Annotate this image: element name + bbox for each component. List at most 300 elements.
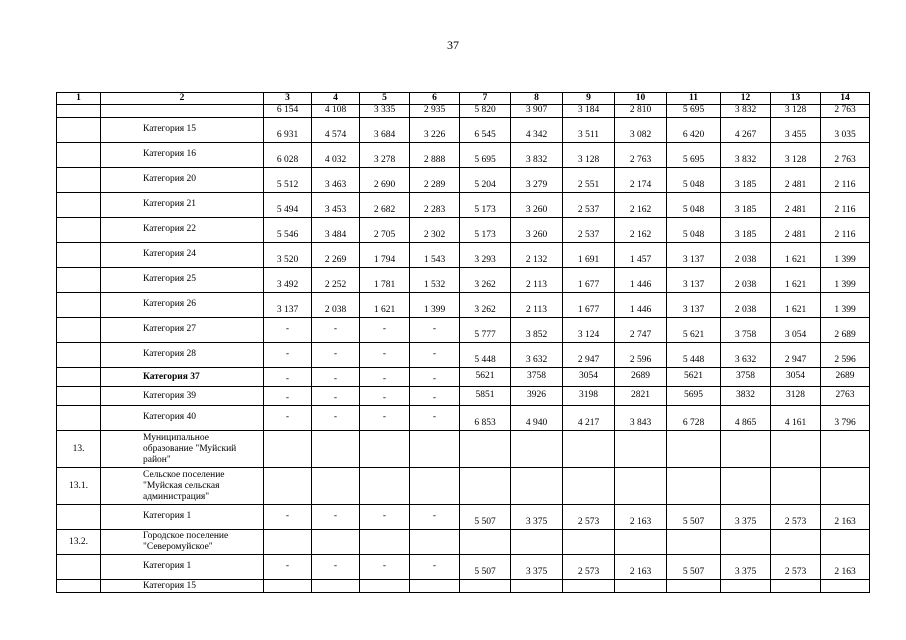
value-cell: 3 632	[721, 343, 771, 368]
value-cell: 5 173	[460, 218, 511, 243]
row-index	[57, 243, 101, 268]
value-cell: 5695	[667, 387, 721, 406]
value-cell: 5 448	[460, 343, 511, 368]
value-cell: 3758	[721, 368, 771, 387]
row-name	[101, 105, 264, 118]
row-index	[57, 343, 101, 368]
value-cell: 2 269	[312, 243, 360, 268]
value-cell: -	[312, 318, 360, 343]
value-cell: 5 507	[460, 505, 511, 530]
value-cell: 3 907	[511, 105, 563, 118]
row-name: Категория 16	[101, 143, 264, 168]
table-row	[57, 406, 870, 431]
value-cell	[563, 431, 615, 468]
row-index	[57, 193, 101, 218]
row-name: Категория 15	[101, 118, 264, 143]
value-cell: 2 113	[511, 268, 563, 293]
value-cell: 3 632	[511, 343, 563, 368]
table-row	[57, 268, 870, 293]
value-cell: 3 511	[563, 118, 615, 143]
value-cell: 3 463	[312, 168, 360, 193]
value-cell	[821, 580, 870, 593]
row-name: Категория 15	[101, 580, 264, 593]
value-cell: 3 128	[771, 105, 821, 118]
column-header: 4	[312, 93, 360, 105]
column-header: 14	[821, 93, 870, 105]
value-cell: 2 481	[771, 218, 821, 243]
value-cell: 1 677	[563, 268, 615, 293]
value-cell: 3 262	[460, 293, 511, 318]
value-cell	[264, 530, 312, 555]
row-name: Категория 26	[101, 293, 264, 318]
value-cell: -	[410, 406, 460, 431]
value-cell: 6 931	[264, 118, 312, 143]
row-index	[57, 168, 101, 193]
value-cell	[721, 431, 771, 468]
table-row	[57, 431, 870, 468]
value-cell: 3 226	[410, 118, 460, 143]
value-cell: 2 537	[563, 218, 615, 243]
value-cell: 5 173	[460, 193, 511, 218]
column-header: 8	[511, 93, 563, 105]
value-cell: -	[410, 505, 460, 530]
value-cell: 2 252	[312, 268, 360, 293]
value-cell: 3 279	[511, 168, 563, 193]
value-cell	[771, 530, 821, 555]
value-cell	[410, 468, 460, 505]
value-cell	[511, 468, 563, 505]
row-name: Категория 27	[101, 318, 264, 343]
value-cell	[312, 530, 360, 555]
value-cell: 3198	[563, 387, 615, 406]
value-cell: 3 137	[264, 293, 312, 318]
value-cell: 5 621	[667, 318, 721, 343]
value-cell: 2 302	[410, 218, 460, 243]
value-cell: 1 621	[771, 243, 821, 268]
value-cell: 2 481	[771, 193, 821, 218]
value-cell: 3 262	[460, 268, 511, 293]
value-cell: 2 163	[615, 555, 667, 580]
row-index	[57, 143, 101, 168]
value-cell: 5 546	[264, 218, 312, 243]
value-cell: 1 621	[771, 293, 821, 318]
row-index: 13.	[57, 431, 101, 468]
value-cell: -	[360, 343, 410, 368]
value-cell: 3 455	[771, 118, 821, 143]
value-cell: 3 684	[360, 118, 410, 143]
value-cell: 2 163	[821, 505, 870, 530]
value-cell: 1 399	[410, 293, 460, 318]
value-cell: 1 446	[615, 268, 667, 293]
value-cell: 3 128	[771, 143, 821, 168]
value-cell: 2 289	[410, 168, 460, 193]
row-index	[57, 406, 101, 431]
value-cell: -	[264, 343, 312, 368]
value-cell: 5 048	[667, 193, 721, 218]
value-cell: 1 399	[821, 243, 870, 268]
value-cell	[563, 530, 615, 555]
value-cell: 2 689	[821, 318, 870, 343]
value-cell: 2 705	[360, 218, 410, 243]
value-cell: 2689	[615, 368, 667, 387]
value-cell: -	[410, 555, 460, 580]
column-header: 10	[615, 93, 667, 105]
table-row	[57, 368, 870, 387]
column-header: 2	[101, 93, 264, 105]
value-cell: 5 507	[667, 505, 721, 530]
value-cell: -	[410, 318, 460, 343]
table-row	[57, 387, 870, 406]
value-cell	[264, 431, 312, 468]
value-cell: 3 520	[264, 243, 312, 268]
value-cell: 2 116	[821, 168, 870, 193]
value-cell: 2 283	[410, 193, 460, 218]
value-cell: 3 832	[511, 143, 563, 168]
value-cell: -	[312, 343, 360, 368]
value-cell	[667, 468, 721, 505]
value-cell	[410, 530, 460, 555]
value-cell: 4 574	[312, 118, 360, 143]
value-cell	[460, 468, 511, 505]
row-name: Категория 1	[101, 555, 264, 580]
value-cell	[771, 431, 821, 468]
value-cell: 2 763	[615, 143, 667, 168]
row-name: Категория 21	[101, 193, 264, 218]
value-cell: 2 573	[563, 555, 615, 580]
value-cell	[615, 468, 667, 505]
value-cell: 5 048	[667, 168, 721, 193]
value-cell: 3 843	[615, 406, 667, 431]
value-cell: 2 551	[563, 168, 615, 193]
row-name: Категория 25	[101, 268, 264, 293]
value-cell: 3 184	[563, 105, 615, 118]
value-cell: 6 853	[460, 406, 511, 431]
value-cell	[721, 468, 771, 505]
value-cell: 3054	[771, 368, 821, 387]
value-cell: 3 124	[563, 318, 615, 343]
value-cell: 5621	[667, 368, 721, 387]
value-cell: 3 035	[821, 118, 870, 143]
value-cell: -	[360, 555, 410, 580]
value-cell: 5 507	[667, 555, 721, 580]
value-cell: 2 162	[615, 218, 667, 243]
value-cell	[667, 580, 721, 593]
value-cell: 5 204	[460, 168, 511, 193]
table-row	[57, 318, 870, 343]
value-cell	[264, 580, 312, 593]
column-header: 3	[264, 93, 312, 105]
value-cell	[410, 580, 460, 593]
value-cell: 3 185	[721, 168, 771, 193]
value-cell: 2 163	[615, 505, 667, 530]
value-cell: 3 185	[721, 193, 771, 218]
value-cell: 2763	[821, 387, 870, 406]
value-cell: 3926	[511, 387, 563, 406]
value-cell: 5 507	[460, 555, 511, 580]
value-cell: 3 185	[721, 218, 771, 243]
value-cell: 5 494	[264, 193, 312, 218]
value-cell: -	[264, 505, 312, 530]
value-cell: 2 116	[821, 193, 870, 218]
value-cell: 1 691	[563, 243, 615, 268]
value-cell: 2 132	[511, 243, 563, 268]
value-cell: 1 794	[360, 243, 410, 268]
value-cell: 4 865	[721, 406, 771, 431]
value-cell: 2 113	[511, 293, 563, 318]
row-name: Сельское поселение "Муйская сельская администрация"	[101, 468, 264, 505]
table-row	[57, 143, 870, 168]
value-cell: 2 174	[615, 168, 667, 193]
value-cell: 6 545	[460, 118, 511, 143]
value-cell	[721, 530, 771, 555]
row-name: Категория 37	[101, 368, 264, 387]
value-cell: 6 154	[264, 105, 312, 118]
row-index: 13.1.	[57, 468, 101, 505]
value-cell	[360, 580, 410, 593]
value-cell: 1 532	[410, 268, 460, 293]
value-cell: -	[410, 343, 460, 368]
value-cell: -	[410, 387, 460, 406]
value-cell: 1 543	[410, 243, 460, 268]
value-cell: -	[264, 368, 312, 387]
value-cell: -	[410, 368, 460, 387]
value-cell	[615, 431, 667, 468]
table-row	[57, 580, 870, 593]
row-index	[57, 105, 101, 118]
value-cell: 1 781	[360, 268, 410, 293]
row-index	[57, 555, 101, 580]
column-header: 5	[360, 93, 410, 105]
value-cell: 5 695	[460, 143, 511, 168]
value-cell	[821, 468, 870, 505]
row-name: Категория 22	[101, 218, 264, 243]
row-index	[57, 268, 101, 293]
value-cell: 3 796	[821, 406, 870, 431]
value-cell	[511, 580, 563, 593]
value-cell: -	[360, 505, 410, 530]
value-cell: 3128	[771, 387, 821, 406]
value-cell: 3 054	[771, 318, 821, 343]
value-cell: 3 260	[511, 193, 563, 218]
value-cell: 1 621	[771, 268, 821, 293]
row-index	[57, 118, 101, 143]
value-cell	[460, 530, 511, 555]
row-index	[57, 580, 101, 593]
value-cell: 3 137	[667, 293, 721, 318]
value-cell: 5 448	[667, 343, 721, 368]
row-index	[57, 218, 101, 243]
value-cell: 3 832	[721, 105, 771, 118]
table-row	[57, 293, 870, 318]
value-cell: -	[264, 318, 312, 343]
table-row	[57, 555, 870, 580]
value-cell: 2 596	[615, 343, 667, 368]
value-cell: 4 108	[312, 105, 360, 118]
value-cell: 2 763	[821, 105, 870, 118]
row-name: Категория 28	[101, 343, 264, 368]
value-cell: 2 573	[771, 505, 821, 530]
value-cell: -	[312, 406, 360, 431]
value-cell: 5 695	[667, 105, 721, 118]
value-cell: 2 573	[771, 555, 821, 580]
value-cell: 2 763	[821, 143, 870, 168]
value-cell	[460, 580, 511, 593]
value-cell: 2 888	[410, 143, 460, 168]
value-cell	[410, 431, 460, 468]
row-name: Категория 40	[101, 406, 264, 431]
value-cell: 2 116	[821, 218, 870, 243]
value-cell: 5 695	[667, 143, 721, 168]
value-cell: 3 082	[615, 118, 667, 143]
value-cell: 4 161	[771, 406, 821, 431]
row-name: Муниципальное образование "Муйский район"	[101, 431, 264, 468]
value-cell	[360, 530, 410, 555]
value-cell: -	[264, 555, 312, 580]
value-cell: 5621	[460, 368, 511, 387]
tariff-table	[56, 92, 870, 593]
value-cell: 2 690	[360, 168, 410, 193]
value-cell	[615, 580, 667, 593]
header-row	[57, 93, 870, 105]
value-cell: 5 048	[667, 218, 721, 243]
value-cell: 6 728	[667, 406, 721, 431]
value-cell: -	[264, 387, 312, 406]
value-cell: -	[360, 318, 410, 343]
value-cell: -	[312, 555, 360, 580]
value-cell: 2 947	[771, 343, 821, 368]
row-name: Категория 39	[101, 387, 264, 406]
value-cell	[563, 468, 615, 505]
row-index: 13.2.	[57, 530, 101, 555]
value-cell: 3 137	[667, 243, 721, 268]
value-cell: 5 820	[460, 105, 511, 118]
row-name: Категория 24	[101, 243, 264, 268]
row-name: Категория 20	[101, 168, 264, 193]
value-cell	[667, 530, 721, 555]
value-cell	[771, 468, 821, 505]
page-number: 37	[447, 38, 459, 52]
value-cell: 5 777	[460, 318, 511, 343]
value-cell: 4 032	[312, 143, 360, 168]
table-row	[57, 105, 870, 118]
column-header: 6	[410, 93, 460, 105]
value-cell: 3 492	[264, 268, 312, 293]
value-cell: -	[360, 406, 410, 431]
value-cell: 3832	[721, 387, 771, 406]
value-cell	[511, 530, 563, 555]
value-cell: 4 267	[721, 118, 771, 143]
value-cell	[360, 431, 410, 468]
value-cell: 2 481	[771, 168, 821, 193]
value-cell: 4 342	[511, 118, 563, 143]
value-cell: 2 947	[563, 343, 615, 368]
value-cell: 2821	[615, 387, 667, 406]
value-cell: -	[312, 368, 360, 387]
row-name: Категория 1	[101, 505, 264, 530]
table-row	[57, 530, 870, 555]
value-cell: 3 375	[511, 555, 563, 580]
column-header: 9	[563, 93, 615, 105]
value-cell: 2 038	[721, 293, 771, 318]
value-cell: 2 810	[615, 105, 667, 118]
table-row	[57, 505, 870, 530]
value-cell: 3 335	[360, 105, 410, 118]
value-cell: 2 537	[563, 193, 615, 218]
value-cell: 2 747	[615, 318, 667, 343]
value-cell: 1 399	[821, 293, 870, 318]
value-cell: 3 260	[511, 218, 563, 243]
value-cell: 3 852	[511, 318, 563, 343]
column-header: 7	[460, 93, 511, 105]
value-cell: 3 375	[721, 555, 771, 580]
value-cell: 2 573	[563, 505, 615, 530]
value-cell	[511, 431, 563, 468]
value-cell	[771, 580, 821, 593]
value-cell: 2 163	[821, 555, 870, 580]
value-cell	[615, 530, 667, 555]
value-cell: 3 293	[460, 243, 511, 268]
value-cell: 3054	[563, 368, 615, 387]
column-header: 13	[771, 93, 821, 105]
value-cell: 2 038	[721, 268, 771, 293]
table-row	[57, 168, 870, 193]
table-row	[57, 243, 870, 268]
value-cell	[312, 468, 360, 505]
value-cell: -	[360, 368, 410, 387]
value-cell: 2 038	[312, 293, 360, 318]
value-cell	[821, 530, 870, 555]
row-index	[57, 368, 101, 387]
row-index	[57, 318, 101, 343]
value-cell: 3 758	[721, 318, 771, 343]
value-cell: -	[312, 387, 360, 406]
value-cell: 3 137	[667, 268, 721, 293]
value-cell: -	[312, 505, 360, 530]
value-cell: 2 162	[615, 193, 667, 218]
value-cell: 3 484	[312, 218, 360, 243]
value-cell: 2689	[821, 368, 870, 387]
value-cell: 5851	[460, 387, 511, 406]
table-row	[57, 343, 870, 368]
value-cell: 6 420	[667, 118, 721, 143]
value-cell	[563, 580, 615, 593]
value-cell: 1 677	[563, 293, 615, 318]
value-cell	[460, 431, 511, 468]
value-cell: -	[360, 387, 410, 406]
table-row	[57, 193, 870, 218]
value-cell: 3 278	[360, 143, 410, 168]
value-cell: 3 128	[563, 143, 615, 168]
row-index	[57, 387, 101, 406]
value-cell: 3 375	[721, 505, 771, 530]
value-cell: 4 940	[511, 406, 563, 431]
value-cell: 2 038	[721, 243, 771, 268]
column-header: 11	[667, 93, 721, 105]
value-cell: 3 453	[312, 193, 360, 218]
value-cell: 2 682	[360, 193, 410, 218]
value-cell	[360, 468, 410, 505]
value-cell: 3 375	[511, 505, 563, 530]
row-name: Городское поселение "Северомуйское"	[101, 530, 264, 555]
column-header: 1	[57, 93, 101, 105]
value-cell: 4 217	[563, 406, 615, 431]
value-cell: 5 512	[264, 168, 312, 193]
value-cell	[312, 431, 360, 468]
table-row	[57, 218, 870, 243]
column-header: 12	[721, 93, 771, 105]
value-cell: 2 596	[821, 343, 870, 368]
value-cell	[667, 431, 721, 468]
